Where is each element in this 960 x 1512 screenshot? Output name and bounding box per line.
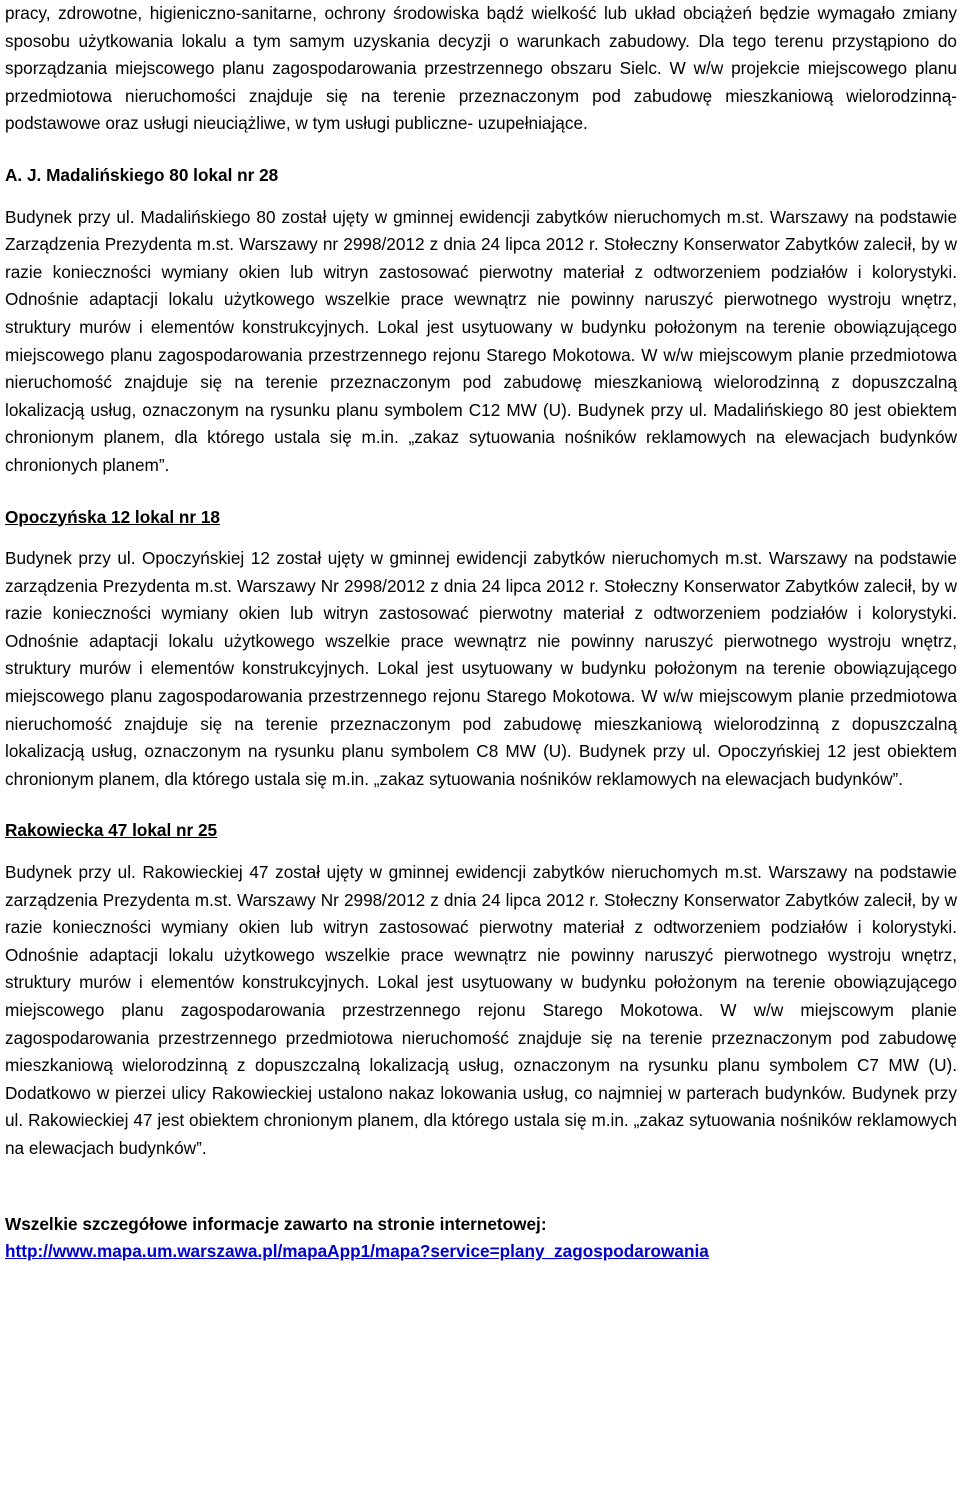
spacer	[5, 531, 957, 545]
spacer	[5, 793, 957, 817]
section-heading-madalinskiego: A. J. Madalińskiego 80 lokal nr 28	[5, 164, 279, 185]
footer	[5, 1211, 957, 1266]
section-heading-rakowiecka: Rakowiecka 47 lokal nr 25	[5, 820, 218, 841]
spacer	[5, 190, 957, 204]
spacer	[5, 138, 957, 162]
footer-title: Wszelkie szczegółowe informacje zawarto na stronie internetowej:	[5, 1213, 547, 1234]
section-heading-opoczynska: Opoczyńska 12 lokal nr 18	[5, 506, 220, 527]
spacer	[5, 1163, 957, 1187]
section-opoczynska	[5, 504, 957, 794]
section-body-opoczynska: Budynek przy ul. Opoczyńskiej 12 został ujęty w gminnej ewidencji zabytków nieruchomych m.st. Warszawy na podstawie zarządzenia Prezydenta m.st. Warszawy Nr 2998/2012 z dnia 24 lipca 2012 r. Stołeczny Konserwator Zabytków zalecił, by w razie konieczności wymiany okien lub witryn zastosować pierwotny materiał z odtworzeniem podziałów i kolorystyki. Odnośnie adaptacji lokalu użytkowego wszelkie prace wewnątrz nie powinny naruszyć pierwotnego wystroju wnętrz, struktury murów i elementów konstrukcyjnych. Lokal jest usytuowany w budynku położonym na terenie obowiązującego miejscowego planu zagospodarowania przestrzennego rejonu Starego Mokotowa. W w/w miejscowym planie przedmiotowa nieruchomość znajduje się na terenie przeznaczonym pod zabudowę mieszkaniową wielorodzinną z dopuszczalną lokalizacją usług, oznaczonym na rysunku planu symbolem C8 MW (U). Budynek przy ul. Opoczyńskiej 12 jest obiektem chronionym planem, dla którego ustala się m.in. „zakaz sytuowania nośników reklamowych na elewacjach budynków”.	[5, 548, 957, 789]
section-body-madalinskiego: Budynek przy ul. Madalińskiego 80 został ujęty w gminnej ewidencji zabytków nieruchomych m.st. Warszawy na podstawie Zarządzenia Prezydenta m.st. Warszawy nr 2998/2012 z dnia 24 lipca 2012 r. Stołeczny Konserwator Zabytków zalecił, by w razie konieczności wymiany okien lub witryn zastosować pierwotny materiał z odtworzeniem podziałów i kolorystyki. Odnośnie adaptacji lokalu użytkowego wszelkie prace wewnątrz nie powinny naruszyć pierwotnego wystroju wnętrz, struktury murów i elementów konstrukcyjnych. Lokal jest usytuowany w budynku położonym na terenie obowiązującego miejscowego planu zagospodarowania przestrzennego rejonu Starego Mokotowa. W w/w miejscowym planie przedmiotowa nieruchomość znajduje się na terenie przeznaczonym pod zabudowę mieszkaniową wielorodzinną z dopuszczalną lokalizacją usług, oznaczonym na rysunku planu symbolem C12 MW (U). Budynek przy ul. Madalińskiego 80 jest obiektem chronionym planem, dla którego ustala się m.in. „zakaz sytuowania nośników reklamowych na elewacjach budynków chronionych planem”.	[5, 206, 957, 475]
spacer	[5, 1187, 957, 1211]
footer-link[interactable]: http://www.mapa.um.warszawa.pl/mapaApp1/mapa?service=plany_zagospodarowania	[5, 1241, 709, 1262]
intro-paragraph: pracy, zdrowotne, higieniczno-sanitarne, ochrony środowiska bądź wielkość lub układ obciążeń będzie wymagało zmiany sposobu użytkowania lokalu a tym samym uzyskania decyzji o warunkach zabudowy. Dla tego terenu przystąpiono do sporządzania miejscowego planu zagospodarowania przestrzennego obszaru Sielc. W w/w projekcie miejscowego planu przedmiotowa nieruchomości znajduje się na terenie przeznaczonym pod zabudowę mieszkaniową wielorodzinną- podstawowe oraz usługi nieuciążliwe, w tym usługi publiczne- uzupełniające.	[5, 3, 957, 134]
spacer	[5, 480, 957, 504]
spacer	[5, 845, 957, 859]
section-body-rakowiecka: Budynek przy ul. Rakowieckiej 47 został ujęty w gminnej ewidencji zabytków nieruchomych m.st. Warszawy na podstawie zarządzenia Prezydenta m.st. Warszawy Nr 2998/2012 z dnia 24 lipca 2012 r. Stołeczny Konserwator Zabytków zalecił, by w razie konieczności wymiany okien lub witryn zastosować pierwotny materiał z odtworzeniem podziałów i kolorystyki. Odnośnie adaptacji lokalu użytkowego wszelkie prace wewnątrz nie powinny naruszyć pierwotnego wystroju wnętrz, struktury murów i elementów konstrukcyjnych. Lokal jest usytuowany w budynku położonym na terenie obowiązującego miejscowego planu zagospodarowania przestrzennego rejonu Starego Mokotowa. W w/w miejscowym planie zagospodarowania przestrzennego przedmiotowa nieruchomość znajduje się na terenie przeznaczonym pod zabudowę mieszkaniową wielorodzinną z dopuszczalną lokalizacją usług, oznaczonym na rysunku planu symbolem C7 MW (U). Dodatkowo w pierzei ulicy Rakowieckiej ustalono nakaz lokowania usług, co najmniej w parterach budynków. Budynek przy ul. Rakowieckiej 47 jest obiektem chronionym planem, dla którego ustala się m.in. „zakaz sytuowania nośników reklamowych na elewacjach budynków”.	[5, 862, 957, 1158]
section-madalinskiego	[5, 162, 957, 480]
section-rakowiecka	[5, 817, 957, 1162]
